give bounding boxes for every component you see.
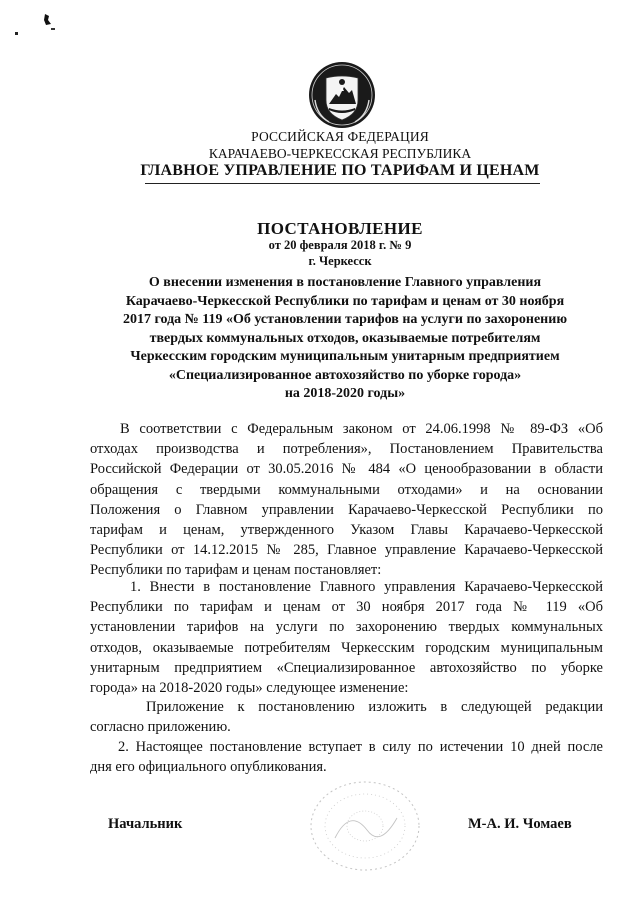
- paragraph-line: города» на 2018-2020 годы» следующее изменение:: [90, 679, 409, 696]
- paragraph-line: установлении тарифов на услуги по захоронению твердых коммунальных: [90, 619, 603, 636]
- document-city: г. Черкесск: [308, 254, 372, 268]
- official-seal-stamp-icon: [305, 778, 425, 873]
- header-republic: КАРАЧАЕВО-ЧЕРКЕССКАЯ РЕСПУБЛИКА: [208, 146, 472, 161]
- paragraph-line: обращения с твердыми коммунальными отходами» и на основании: [90, 481, 603, 498]
- subject-line: «Специализированное автохозяйство по уборке города»: [168, 367, 522, 383]
- paragraph-line: отходах производства и потребления», Постановлением Правительства: [90, 441, 603, 458]
- paragraph-line: Республики по тарифам и ценам постановляет:: [90, 562, 382, 579]
- paragraph-line: тарифам и ценам, утвержденного Указом Главы Карачаево-Черкесской: [90, 521, 603, 538]
- paragraph-item-1: [90, 577, 603, 698]
- paragraph-line: Положения о Главном управлении Карачаево-Черкесской Республики по: [90, 501, 603, 518]
- paragraph-preamble: [90, 419, 603, 581]
- paragraph-line: дня его официального опубликования.: [90, 759, 327, 776]
- paragraph-line: Республики от 14.12.2015 № 285, Главное управление Карачаево-Черкесской: [90, 542, 603, 559]
- document-date-number: от 20 февраля 2018 г. № 9: [268, 238, 412, 252]
- paragraph-line: согласно приложению.: [90, 719, 231, 736]
- paragraph-line: Республики по тарифам и ценам от 30 ноября 2017 года № 119 «Об: [90, 599, 603, 616]
- paragraph-line: 1. Внести в постановление Главного управления Карачаево-Черкесской: [130, 579, 603, 595]
- subject-line: Черкесским городским муниципальным унитарным предприятием: [130, 349, 560, 364]
- document-subject: [70, 274, 620, 404]
- scan-specks-icon: [15, 14, 85, 44]
- subject-line: Карачаево-Черкесской Республики по тарифам и ценам от 30 ноября: [125, 293, 565, 309]
- paragraph-item-2: [90, 737, 603, 777]
- paragraph-appendix: [90, 697, 603, 737]
- signature-role: Начальник: [108, 816, 183, 832]
- subject-line: твердых коммунальных отходов, оказываемые потребителям: [149, 330, 541, 346]
- subject-line: 2017 года № 119 «Об установлении тарифов на услуги по захоронению: [122, 312, 568, 327]
- header-agency: ГЛАВНОЕ УПРАВЛЕНИЕ ПО ТАРИФАМ И ЦЕНАМ: [140, 162, 540, 179]
- header-divider: [145, 183, 540, 184]
- paragraph-line: унитарным предприятием «Специализированное автохозяйство по уборке: [90, 659, 603, 676]
- document-type: ПОСТАНОВЛЕНИЕ: [257, 219, 423, 238]
- subject-line: О внесении изменения в постановление Главного управления: [148, 275, 542, 290]
- paragraph-line: В соответствии с Федеральным законом от 24.06.1998 № 89-ФЗ «Об: [120, 421, 603, 437]
- paragraph-line: отходов, оказываемые потребителям Черкесским городским муниципальным: [90, 639, 603, 656]
- signature-name: М-А. И. Чомаев: [468, 816, 572, 832]
- subject-line: на 2018-2020 годы»: [284, 386, 406, 401]
- paragraph-line: Приложение к постановлению изложить в следующей редакции: [146, 699, 603, 715]
- header-country: РОССИЙСКАЯ ФЕДЕРАЦИЯ: [251, 129, 429, 144]
- coat-of-arms-emblem-icon: [307, 60, 377, 130]
- paragraph-line: Российской Федерации от 30.05.2016 № 484 «О ценообразовании в области: [90, 461, 603, 478]
- paragraph-line: 2. Настоящее постановление вступает в силу по истечении 10 дней после: [118, 739, 603, 755]
